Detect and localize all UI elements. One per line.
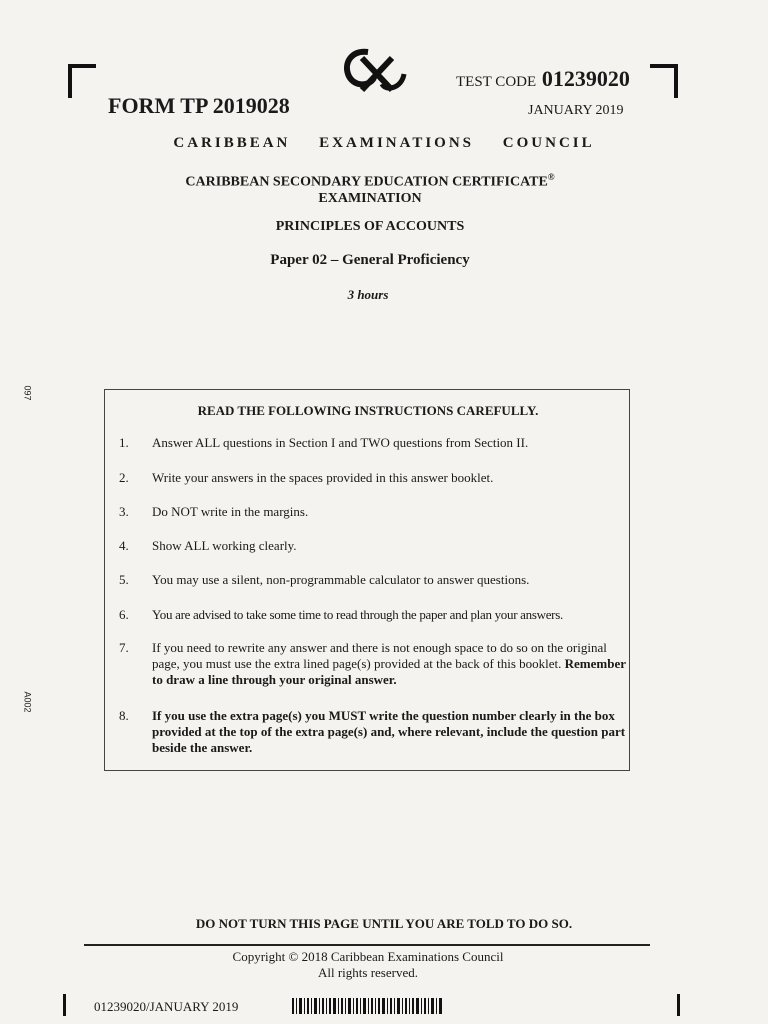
instruction-text-bold: If you use the extra page(s) you MUST write the question number clearly in the box provided at the top of the extra page(s) and, where relevant, include the question part beside the answer.	[152, 708, 626, 755]
instruction-number: 7.	[119, 640, 129, 655]
instruction-number: 3.	[119, 504, 129, 519]
instruction-text: Show ALL working clearly.	[152, 538, 297, 553]
instructions-box	[104, 389, 630, 771]
instruction-text: Write your answers in the spaces provided in this answer booklet.	[152, 470, 494, 485]
instruction-text-bold: Remember to draw a line through your original answer.	[152, 656, 626, 687]
instruction-text	[152, 640, 632, 688]
certificate-title-line2: EXAMINATION	[318, 190, 422, 206]
copyright-line: Copyright © 2018 Caribbean Examinations Council	[232, 949, 504, 964]
footer-mark-right	[677, 994, 680, 1016]
form-number: FORM TP 2019028	[108, 93, 290, 118]
instruction-number: 4.	[119, 538, 129, 553]
instruction-text: Do NOT write in the margins.	[152, 504, 309, 519]
footer-test-code: 01239020/JANUARY 2019	[94, 999, 239, 1014]
footer-mark-left	[63, 994, 66, 1016]
corner-mark-top-right	[650, 64, 678, 98]
footer-divider	[84, 944, 650, 946]
test-code	[456, 66, 630, 92]
certificate-title-line1: CARIBBEAN SECONDARY EDUCATION CERTIFICATE	[185, 174, 548, 190]
instruction-text: You may use a silent, non-programmable calculator to answer questions.	[152, 572, 530, 587]
cxc-logo	[338, 44, 408, 98]
instruction-number: 8.	[119, 708, 129, 723]
exam-duration: 3 hours	[347, 287, 389, 302]
instructions-heading: READ THE FOLLOWING INSTRUCTIONS CAREFULLY.	[197, 403, 539, 418]
instruction-number: 1.	[119, 435, 129, 450]
margin-code-top: 097	[22, 385, 33, 401]
barcode	[292, 998, 442, 1014]
test-code-label: TEST CODE	[456, 74, 537, 90]
council-name: CARIBBEAN EXAMINATIONS COUNCIL	[173, 135, 595, 151]
instruction-text: You are advised to take some time to read through the paper and plan your answers.	[152, 607, 563, 622]
corner-mark-top-left	[68, 64, 96, 98]
margin-code-bottom: A002	[22, 691, 33, 713]
registered-mark: ®	[547, 172, 555, 182]
instruction-text: Answer ALL questions in Section I and TWO questions from Section II.	[152, 435, 529, 450]
instruction-number: 5.	[119, 572, 129, 587]
subject-title: PRINCIPLES OF ACCOUNTS	[275, 219, 465, 234]
exam-date: JANUARY 2019	[528, 103, 624, 118]
do-not-turn-notice: DO NOT TURN THIS PAGE UNTIL YOU ARE TOLD TO DO SO.	[195, 916, 573, 931]
test-code-value: 01239020	[541, 66, 630, 91]
paper-title: Paper 02 – General Proficiency	[270, 252, 470, 268]
certificate-title	[150, 169, 590, 207]
instruction-text-regular: If you need to rewrite any answer and there is not enough space to do so on the original page, you must use the extra lined page(s) provided at the back of this booklet.	[152, 640, 607, 671]
instruction-number: 2.	[119, 470, 129, 485]
rights-line: All rights reserved.	[317, 965, 418, 980]
instruction-number: 6.	[119, 607, 129, 622]
copyright-notice	[0, 949, 736, 981]
